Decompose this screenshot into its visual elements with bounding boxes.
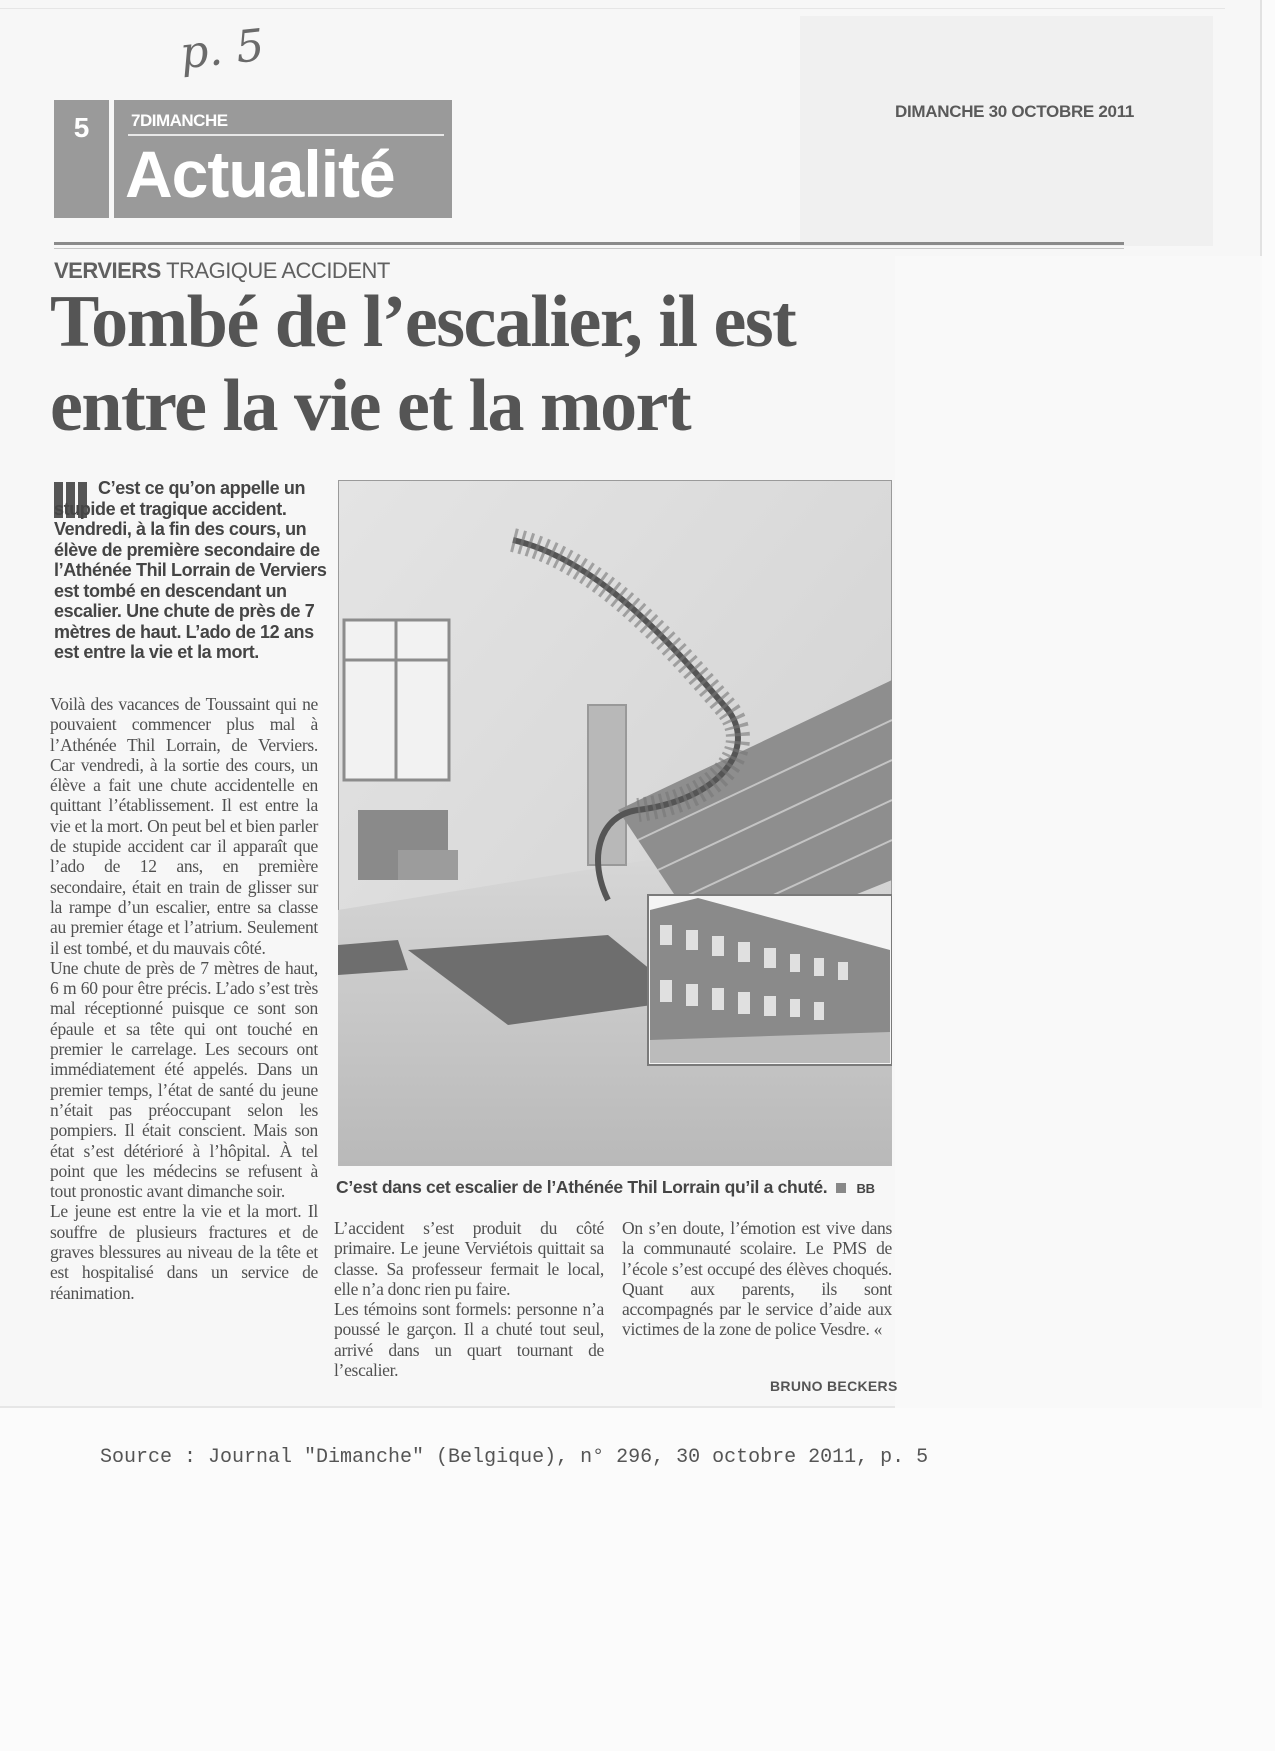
article-column-2 [334, 1218, 604, 1380]
kicker-topic: TRAGIQUE ACCIDENT [166, 258, 390, 283]
source-citation: Source : Journal "Dimanche" (Belgique), n° 296, 30 octobre 2011, p. 5 [100, 1446, 929, 1469]
article-lede: C’est ce qu’on appelle un stupide et tragique accident. Vendredi, à la fin des cours, un élève de première secondaire de l’Athénée Thil Lorrain de Verviers est tombé en descendant un escalier. Une chute de près de 7 mètres de haut. L’ado de 12 ans est entre la vie et la mort. [54, 478, 327, 662]
kicker-place: VERVIERS [54, 258, 161, 283]
article-column-1 [50, 694, 318, 1303]
header-rule-thin [54, 248, 1124, 249]
paragraph: On s’en doute, l’émotion est vive dans la communauté scolaire. Le PMS de l’école s’est occupé des élèves choqués. Quant aux parents, ils sont accompagnés par le service d’aide aux victimes de la zone de police Vesdre. « [622, 1218, 892, 1340]
staircase-photo [338, 480, 892, 1166]
paragraph: L’accident s’est produit du côté primaire. Le jeune Verviétois quittait sa classe. Sa professeur fermait le local, elle n’a donc rien pu faire. [334, 1218, 604, 1299]
article-byline: BRUNO BECKERS [770, 1378, 898, 1394]
section-name: Actualité [125, 137, 395, 211]
page-number: 5 [54, 100, 109, 218]
header-rule [54, 242, 1124, 245]
caption-text: C’est dans cet escalier de l’Athénée Thil Lorrain qu’il a chuté. [336, 1177, 828, 1197]
paragraph: Une chute de près de 7 mètres de haut, 6 m 60 pour être précis. L’ado s’est très mal réceptionné puisque ce sont son épaule et sa tête qui ont touché en premier le carrelage. Les secours ont immédiatement été appelés. Dans un premier temps, l’état de santé du jeune n’était pas préoccupant selon les pompiers. Il était conscient. Mais son état s’est détérioré à l’hôpital. À tel point que les médecins se refusent à tout pronostic avant dimanche soir. [50, 957, 318, 1202]
article-column-3 [622, 1218, 892, 1340]
adjacent-page-remnant [800, 16, 1213, 246]
photo-caption [336, 1177, 896, 1198]
paragraph: Les témoins sont formels: personne n’a poussé le garçon. Il a chuté tout seul, arrivé dans un quart tournant de l’escalier. [334, 1299, 604, 1381]
caption-square-icon [836, 1183, 846, 1193]
edition-name: 7DIMANCHE [131, 111, 228, 130]
issue-date: DIMANCHE 30 OCTOBRE 2011 [895, 102, 1135, 121]
page-fold-shadow [895, 256, 1262, 1408]
scan-edge-line [0, 8, 1225, 9]
section-header [114, 100, 452, 218]
article-headline: Tombé de l’escalier, il est entre la vie et la mort [50, 281, 796, 447]
paragraph: Le jeune est entre la vie et la mort. Il souffre de plusieurs fractures et de graves blessures au niveau de la tête et est hospitalisé dans un service de réanimation. [50, 1201, 318, 1303]
paragraph: Voilà des vacances de Toussaint qui ne pouvaient commencer plus mal à l’Athénée Thil Lorrain, de Verviers. Car vendredi, à la sortie des cours, un élève a fait une chute accidentelle en quittant l’établissement. Il est entre la vie et la mort. On peut bel et bien parler de stupide accident car il apparaît que l’ado de 12 ans, en première secondaire, était en train de glisser sur la rampe d’un escalier, entre sa classe au premier étage et l’atrium. Seulement il est tombé, et du mauvais côté. [50, 694, 318, 958]
handwritten-page-note: p. 5 [177, 19, 267, 80]
photo-credit: BB [856, 1181, 875, 1196]
